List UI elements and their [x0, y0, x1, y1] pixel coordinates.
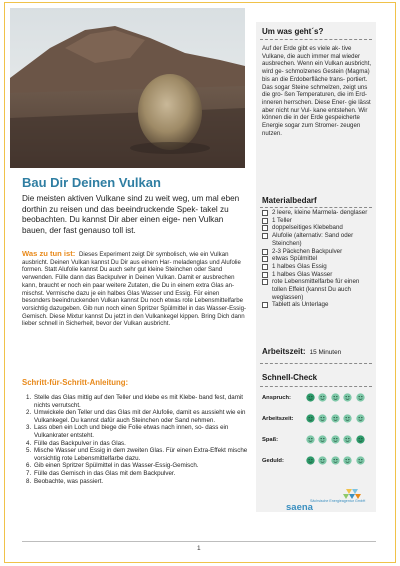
checkbox-icon — [262, 233, 268, 239]
smiley-face-icon — [331, 414, 340, 423]
check-row-arbeitszeit — [262, 414, 374, 423]
material-item — [262, 248, 374, 256]
divider — [260, 207, 372, 208]
smiley-face-icon — [318, 456, 327, 465]
step-text: Lass oben ein Loch und biege die Folie etwas nach innen, so- dass ein Vulkankrater entsteht. — [34, 424, 229, 439]
page-title: Bau Dir Deinen Vulkan — [22, 175, 161, 190]
step-number: 4. — [26, 439, 32, 447]
smiley-face-icon — [343, 414, 352, 423]
checkbox-icon — [262, 272, 268, 278]
step-number: 5. — [26, 447, 32, 455]
material-item — [262, 263, 374, 271]
materials-heading: Materialbedarf — [262, 196, 317, 205]
logo-wordmark: saena — [286, 502, 313, 513]
material-item — [262, 232, 374, 247]
step-text: Mische Wasser und Essig in dem zweiten Glas. Für einen Extra-Effekt mische vorsichtig rote Lebensmittelfarbe dazu. — [34, 447, 248, 462]
step-item — [22, 440, 248, 448]
smiley-face-icon — [356, 456, 365, 465]
instructions-lead: Was zu tun ist: — [22, 249, 76, 258]
material-item — [262, 301, 374, 309]
smiley-face-icon — [343, 393, 352, 402]
steps-list — [22, 394, 248, 486]
rating-faces — [306, 456, 368, 465]
material-item — [262, 209, 374, 217]
rating-faces — [306, 435, 368, 444]
step-number: 3. — [26, 424, 32, 432]
smiley-face-icon — [356, 393, 365, 402]
check-label: Geduld: — [262, 457, 284, 464]
materials-list — [262, 209, 374, 309]
material-text: 1 Teller — [272, 216, 292, 224]
check-heading: Schnell-Check — [262, 373, 318, 382]
intro-paragraph: Die meisten aktiven Vulkane sind zu weit weg, um mal eben dorthin zu reisen und das beeindruckende Spek- takel zu beobachten. Du kannst Dir aber einen eige- nen Vulkan bauen, der fast genauso toll ist. — [22, 194, 240, 235]
check-row-spass — [262, 435, 374, 444]
why-heading: Um was geht´s? — [262, 27, 324, 36]
footer-rule — [22, 541, 376, 542]
material-text: 2 leere, kleine Marmela- denglaser — [272, 209, 368, 216]
step-item — [22, 478, 248, 486]
step-text: Beobachte, was passiert. — [34, 477, 104, 485]
smiley-face-icon — [331, 393, 340, 402]
smiley-face-icon — [331, 435, 340, 444]
smiley-face-icon — [331, 456, 340, 465]
divider — [260, 363, 372, 364]
material-text: Tablett als Unterlage — [272, 301, 329, 309]
smiley-face-icon — [356, 414, 365, 423]
step-text: Fülle das Gemisch in das Glas mit dem Backpulver. — [34, 470, 176, 478]
step-item — [22, 409, 248, 424]
check-row-anspruch — [262, 393, 374, 402]
checkbox-icon — [262, 256, 268, 262]
check-label: Spaß: — [262, 436, 279, 443]
step-item — [22, 470, 248, 478]
step-number: 2. — [26, 409, 32, 417]
step-text: Stelle das Glas mittig auf den Teller und klebe es mit Klebe- band fest, damit nichts verrutscht. — [34, 394, 243, 409]
logo-subtitle: Sächsische Energieagentur GmbH — [310, 499, 366, 503]
smiley-face-icon — [343, 456, 352, 465]
smiley-face-icon — [306, 414, 315, 423]
instructions-body: Dieses Experiment zeigt Dir symbolisch, wie ein Vulkan ausbricht. Deinen Vulkan kannst Du Dir aus einem Har- meladenglas und Alufolie formen. Statt Alufolie kannst Du auch sehr gut kleine Steinchen oder Sand verwenden. Fülle dann das Backpulver in Deinen Vulkan. Damit er ausbrechen kann, braucht er noch ein paar weitere Zutaten, die Du in einem extra Glas an- mischst. Vermische dazu je ein halbes Glas Wasser und Essig. Für einen besonders beeindruckenden Vulkan kannst Du noch etwas rote Lebensmittelfarbe vorsichtig dazugeben. Gib nun noch einen Spritzer Spülmittel in das Wasser-Essig-Gemisch. Diese Mixtur kannst Du jetzt in den Vulkankegel kippen. Bring Dich dann lieber schnell in Sicherheit, bevor der Vulkan ausbricht. — [22, 251, 246, 328]
checkbox-icon — [262, 225, 268, 231]
smiley-face-icon — [318, 435, 327, 444]
worktime-label: Arbeitszeit: — [262, 347, 306, 356]
material-text: 1 halbes Glas Wasser — [272, 270, 333, 278]
divider — [260, 39, 372, 40]
worktime-value: 15 Minuten — [309, 349, 342, 356]
check-label: Anspruch: — [262, 394, 291, 401]
step-item — [22, 424, 248, 439]
smiley-face-icon — [343, 435, 352, 444]
material-text: 2-3 Päckchen Backpulver — [272, 247, 343, 255]
rating-faces — [306, 393, 368, 402]
step-number: 7. — [26, 470, 32, 478]
material-text: etwas Spülmittel — [272, 255, 318, 263]
instructions-paragraph — [22, 250, 248, 328]
step-text: Fülle das Backpulver in das Glas. — [34, 439, 126, 447]
smiley-face-icon — [306, 435, 315, 444]
worktime — [262, 347, 341, 356]
step-item — [22, 462, 248, 470]
material-text: Alufolie (alternativ: Sand oder Steinchen) — [272, 232, 354, 247]
material-item — [262, 271, 374, 279]
checkbox-icon — [262, 210, 268, 216]
check-row-geduld — [262, 456, 374, 465]
smiley-face-icon — [318, 393, 327, 402]
step-text: Gib einen Spritzer Spülmittel in das Wasser-Essig-Gemisch. — [34, 462, 199, 470]
volcano-landscape-illustration — [10, 8, 245, 168]
checkbox-icon — [262, 249, 268, 255]
material-text: 1 halbes Glas Essig — [272, 262, 327, 270]
smiley-face-icon — [306, 393, 315, 402]
checkbox-icon — [262, 218, 268, 224]
smiley-face-icon — [356, 435, 365, 444]
steps-heading: Schritt-für-Schritt-Anleitung: — [22, 378, 129, 387]
material-item — [262, 224, 374, 232]
rating-faces — [306, 414, 368, 423]
material-text: doppelseitiges Klebeband — [272, 224, 343, 232]
material-item — [262, 217, 374, 225]
step-number: 1. — [26, 394, 32, 401]
why-paragraph: Auf der Erde gibt es viele ak- tive Vulkane, die auch immer mal wieder ausbrechen. Wenn ein Vulkan ausbricht, wird ge- schmolzenes Gestein (Magma) bis an die Erdoberfläche trans- portiert. Das sogar Steine schmelzen, zeigt uns die gro- ßen Temperaturen, die im Erd- inneren herrschen. Diese Ener- gie lässt aber nicht nur Vul- kane entstehen. Wir können die in der Erde gespeicherte Energie sogar zum Stromer- zeugen nutzen. — [262, 45, 372, 137]
checkbox-icon — [262, 264, 268, 270]
smiley-face-icon — [318, 414, 327, 423]
step-text: Umwickele den Teller und das Glas mit der Alufolie, damit es aussieht wie ein Vulkankegel. Du kannst dafür auch Steinchen oder Sand nehmen. — [34, 409, 246, 424]
step-item — [22, 394, 248, 409]
check-label: Arbeitszeit: — [262, 415, 294, 422]
checkbox-icon — [262, 279, 268, 285]
checkbox-icon — [262, 302, 268, 308]
material-text: rote Lebensmittelfarbe für einen tollen Effekt (kannst Du auch weglassen) — [272, 278, 360, 301]
volcano-photo — [10, 8, 245, 168]
material-item — [262, 278, 374, 301]
step-number: 8. — [26, 477, 32, 485]
step-item — [22, 447, 248, 462]
page-number: 1 — [197, 545, 201, 552]
divider — [260, 386, 372, 387]
material-item — [262, 255, 374, 263]
smiley-face-icon — [306, 456, 315, 465]
step-number: 6. — [26, 462, 32, 470]
